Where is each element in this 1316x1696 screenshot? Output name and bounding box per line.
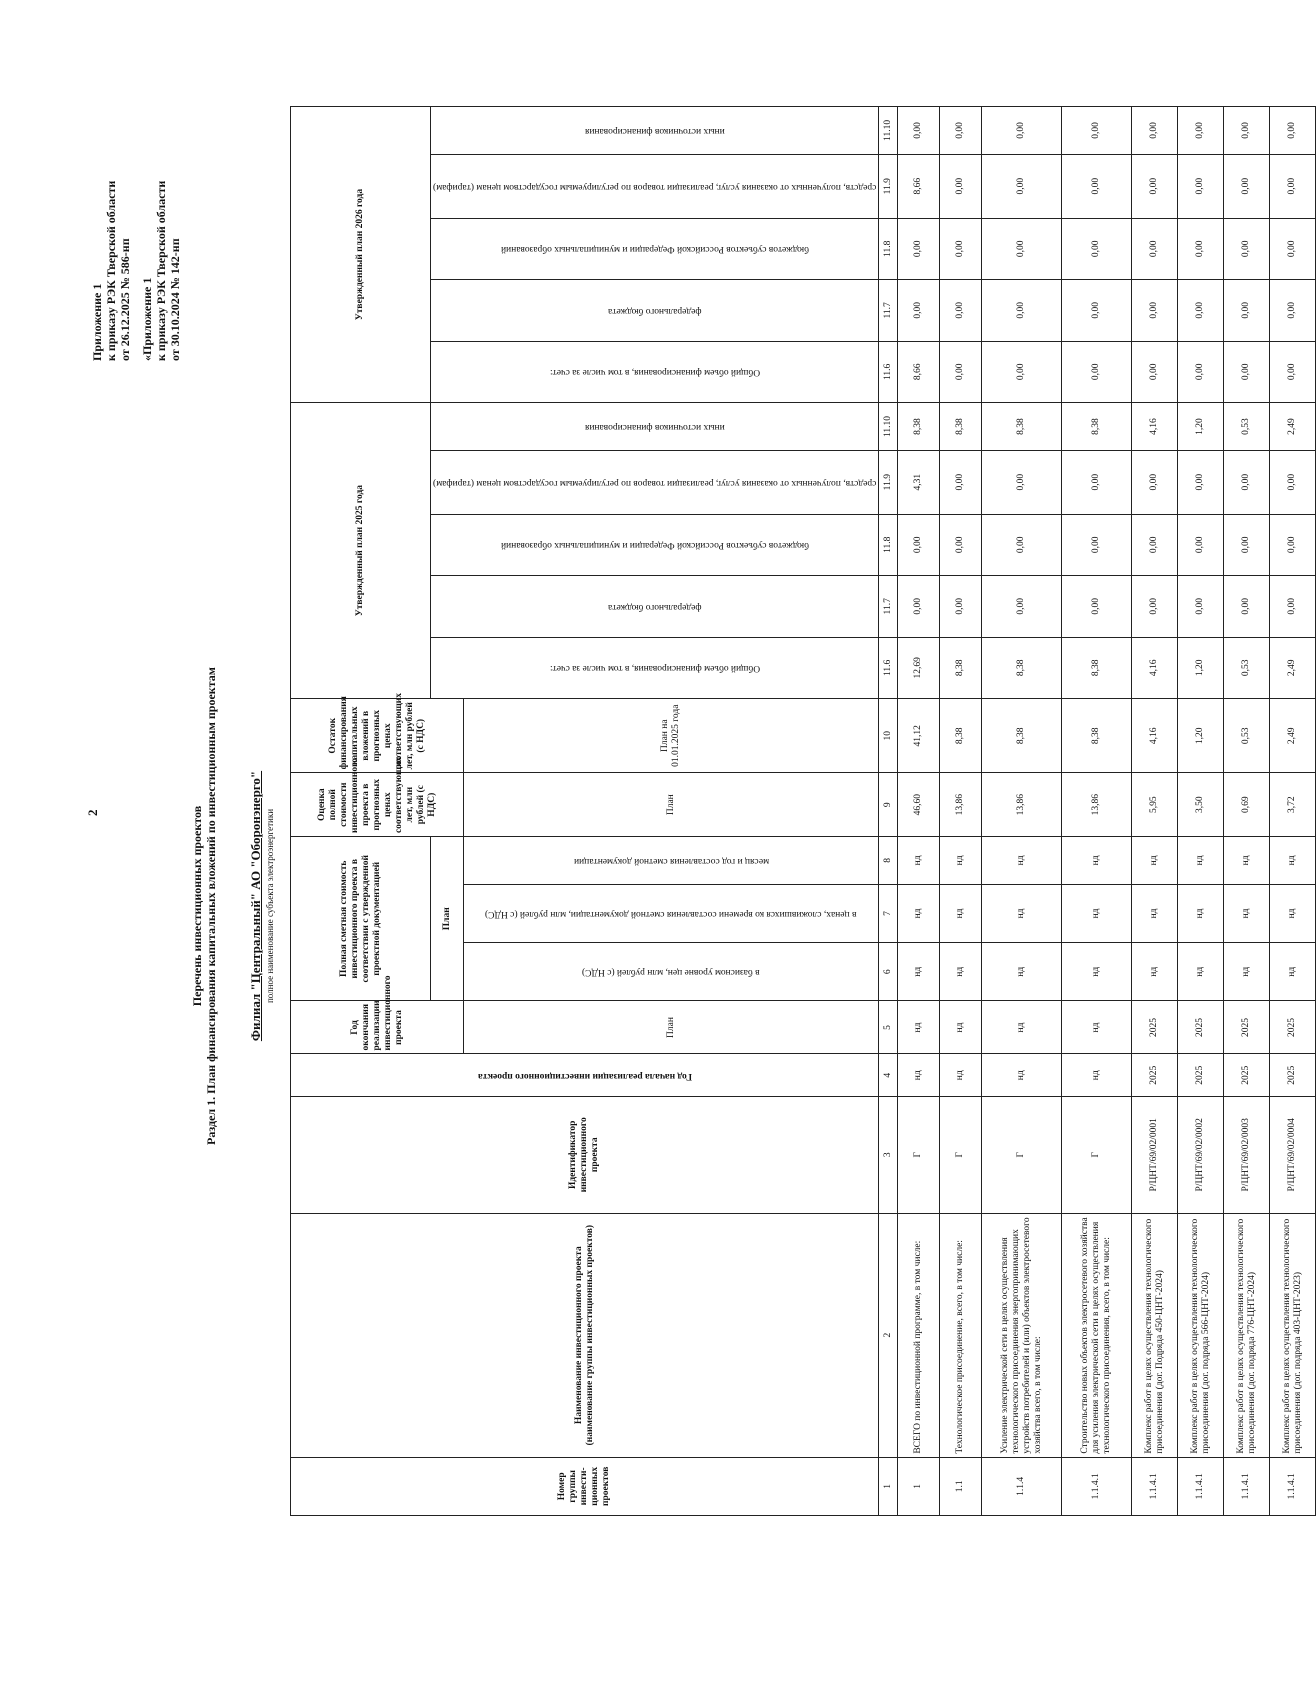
table-row (1062, 107, 1132, 1516)
plan-2026-cell: 0,00 (1270, 341, 1316, 403)
plan-2026-cell: 0,00 (1062, 341, 1132, 403)
header-2025-federal: федерального бюджета (431, 576, 879, 638)
plan-2025-cell: 0,00 (940, 576, 982, 638)
document-title (190, 356, 218, 1456)
base-price-cell: нд (982, 943, 1062, 1001)
column-number: 11.10 (879, 107, 898, 155)
group-number-cell: 1.1 (940, 1457, 982, 1515)
investment-table (290, 106, 1316, 1516)
table-row (1224, 107, 1270, 1516)
column-number: 11.7 (879, 280, 898, 342)
project-name-cell: Строительство новых объектов электросетевого хозяйства для усиления электрической сети в целях осуществления технологического присоединения, всего, в том числе: (1062, 1213, 1132, 1457)
end-year-cell: 2025 (1132, 1001, 1178, 1054)
group-number-cell: 1 (898, 1457, 940, 1515)
start-year-cell: нд (982, 1054, 1062, 1096)
table-row (1270, 107, 1316, 1516)
appendix-line: от 30.10.2024 № 142-нп (168, 238, 182, 361)
base-price-cell: нд (940, 943, 982, 1001)
project-name-cell: Комплекс работ в целях осуществления технологического присоединения (дог. подряда 403-ЦНТ-2023) (1270, 1213, 1316, 1457)
plan-2025-cell: 0,00 (1132, 514, 1178, 576)
plan-2025-cell: 0,00 (940, 514, 982, 576)
full-cost-cell: 3,72 (1270, 773, 1316, 837)
start-year-cell: 2025 (1132, 1054, 1178, 1096)
plan-2026-cell: 0,00 (1270, 154, 1316, 218)
estimate-date-cell: нд (1178, 837, 1224, 885)
plan-2025-cell: 0,00 (982, 514, 1062, 576)
plan-2026-cell: 0,00 (898, 107, 940, 155)
column-number: 2 (879, 1213, 898, 1457)
table-row (1178, 107, 1224, 1516)
end-year-cell: 2025 (1178, 1001, 1224, 1054)
header-plan-2026: Утвержденный план 2026 года (291, 107, 431, 403)
plan-2026-cell: 0,00 (940, 107, 982, 155)
plan-2026-cell: 0,00 (940, 218, 982, 280)
appendix-line: от 26.12.2025 № 586-нп (118, 238, 132, 361)
start-year-cell: нд (898, 1054, 940, 1096)
column-number: 11.6 (879, 341, 898, 403)
header-2025-regional: бюджетов субъектов Российской Федерации и муниципальных образований (431, 514, 879, 576)
end-year-cell: 2025 (1270, 1001, 1316, 1054)
plan-2026-cell: 0,00 (1062, 218, 1132, 280)
column-number: 11.6 (879, 637, 898, 699)
full-cost-cell: 0,69 (1224, 773, 1270, 837)
plan-2026-cell: 0,00 (1178, 154, 1224, 218)
plan-2025-cell: 0,00 (1132, 450, 1178, 514)
plan-2025-cell: 0,00 (1224, 576, 1270, 638)
plan-2025-cell: 0,00 (1270, 450, 1316, 514)
plan-2025-cell: 0,00 (1224, 514, 1270, 576)
plan-2026-cell: 0,00 (1270, 280, 1316, 342)
header-start-year: Год начала реализации инвестиционного проекта (291, 1054, 879, 1096)
branch-name-text: Филиал "Центральный" АО "Оборонэнерго" (248, 770, 263, 1042)
full-cost-cell: 13,86 (940, 773, 982, 837)
appendix-block (90, 181, 182, 361)
plan-2026-cell: 0,00 (940, 341, 982, 403)
plan-2025-cell: 0,00 (1270, 576, 1316, 638)
group-number-cell: 1.1.4.1 (1062, 1457, 1132, 1515)
header-base-price: в базисном уровне цен, млн рублей (с НДС) (464, 943, 879, 1001)
header-row-1 (291, 107, 431, 1516)
plan-2025-cell: 8,38 (940, 403, 982, 451)
header-project-name: Наименование инвестиционного проекта (наименование группы инвестиционных проектов) (291, 1213, 879, 1457)
header-2025-tariff: средств, полученных от оказания услуг, реализации товаров по регулируемым государством ценам (тарифам) (431, 450, 879, 514)
title-line-1: Перечень инвестиционных проектов (190, 805, 204, 1007)
column-number: 11.9 (879, 154, 898, 218)
estimate-date-cell: нд (1132, 837, 1178, 885)
table-body (898, 107, 1316, 1516)
project-name-cell: Усиление электрической сети в целях осуществления технологического присоединения энергопринимающих устройств потребителей и (или) объектов электросетевого хозяйства всего, в том числе: (982, 1213, 1062, 1457)
project-name-cell: Комплекс работ в целях осуществления технологического присоединения (дог. подряда 776-ЦНТ-2024) (1224, 1213, 1270, 1457)
header-identifier: Идентификатор инвестиционного проекта (291, 1096, 879, 1213)
column-number: 11.8 (879, 514, 898, 576)
plan-2025-cell: 0,00 (940, 450, 982, 514)
plan-2025-cell: 0,00 (1062, 576, 1132, 638)
plan-2025-cell: 1,20 (1178, 403, 1224, 451)
plan-2025-cell: 12,69 (898, 637, 940, 699)
current-price-cell: нд (898, 884, 940, 942)
plan-2026-cell: 0,00 (1178, 341, 1224, 403)
header-2026-regional: бюджетов субъектов Российской Федерации и муниципальных образований (431, 218, 879, 280)
plan-2025-cell: 8,38 (898, 403, 940, 451)
identifier-cell: Г (940, 1096, 982, 1213)
plan-2025-cell: 4,16 (1132, 403, 1178, 451)
plan-2026-cell: 0,00 (1132, 218, 1178, 280)
header-end-year: Год окончания реализации инвестиционного проекта (291, 1001, 464, 1054)
plan-2026-cell: 0,00 (1178, 280, 1224, 342)
appendix-line: Приложение 1 (90, 283, 104, 361)
plan-2026-cell: 0,00 (1224, 341, 1270, 403)
plan-2025-cell: 0,00 (1178, 514, 1224, 576)
plan-2025-cell: 0,00 (1132, 576, 1178, 638)
base-price-cell: нд (898, 943, 940, 1001)
plan-2025-cell: 4,31 (898, 450, 940, 514)
plan-2026-cell: 0,00 (1224, 218, 1270, 280)
header-2025-total: Общий объем финансирования, в том числе за счет: (431, 637, 879, 699)
header-2026-total: Общий объем финансирования, в том числе за счет: (431, 341, 879, 403)
remaining-cell: 1,20 (1178, 699, 1224, 773)
plan-2025-cell: 8,38 (982, 637, 1062, 699)
estimate-date-cell: нд (1270, 837, 1316, 885)
plan-2026-cell: 0,00 (898, 280, 940, 342)
identifier-cell: Г (1062, 1096, 1132, 1213)
end-year-cell: нд (940, 1001, 982, 1054)
base-price-cell: нд (1224, 943, 1270, 1001)
current-price-cell: нд (1132, 884, 1178, 942)
plan-2025-cell: 2,49 (1270, 637, 1316, 699)
full-cost-cell: 13,86 (982, 773, 1062, 837)
group-number-cell: 1.1.4.1 (1224, 1457, 1270, 1515)
plan-2026-cell: 0,00 (898, 218, 940, 280)
header-group-number: Номер группы инвести-ционных проектов (291, 1457, 879, 1515)
appendix-line: к приказу РЭК Тверской области (154, 180, 168, 361)
table-row (982, 107, 1062, 1516)
start-year-cell: 2025 (1178, 1054, 1224, 1096)
plan-2025-cell: 0,00 (982, 450, 1062, 514)
table-row (1132, 107, 1178, 1516)
header-plan-2025: Утвержденный план 2025 года (291, 403, 431, 699)
plan-2026-cell: 0,00 (982, 280, 1062, 342)
plan-2025-cell: 0,00 (1178, 576, 1224, 638)
plan-2026-cell: 0,00 (1224, 154, 1270, 218)
end-year-cell: 2025 (1224, 1001, 1270, 1054)
full-cost-cell: 5,95 (1132, 773, 1178, 837)
identifier-cell: P/ЦНТ/69/02/0003 (1224, 1096, 1270, 1213)
plan-2026-cell: 0,00 (1178, 107, 1224, 155)
current-price-cell: нд (940, 884, 982, 942)
header-2026-other: иных источников финансирования (431, 107, 879, 155)
plan-2026-cell: 0,00 (982, 107, 1062, 155)
header-estimate-date: месяц и год составления сметной документации (464, 837, 879, 885)
column-number: 10 (879, 699, 898, 773)
project-name-cell: Комплекс работ в целях осуществления технологического присоединения (дог. Подряда 450-ЦНТ-2024) (1132, 1213, 1178, 1457)
estimate-date-cell: нд (1062, 837, 1132, 885)
remaining-cell: 0,53 (1224, 699, 1270, 773)
plan-2025-cell: 0,00 (982, 576, 1062, 638)
end-year-cell: нд (1062, 1001, 1132, 1054)
header-estimate-plan: План (431, 837, 464, 1001)
plan-2026-cell: 0,00 (1132, 280, 1178, 342)
plan-2026-cell: 8,66 (898, 154, 940, 218)
estimate-date-cell: нд (982, 837, 1062, 885)
column-number: 11.8 (879, 218, 898, 280)
column-number: 5 (879, 1001, 898, 1054)
plan-2026-cell: 0,00 (1062, 280, 1132, 342)
base-price-cell: нд (1178, 943, 1224, 1001)
estimate-date-cell: нд (898, 837, 940, 885)
plan-2025-cell: 0,53 (1224, 637, 1270, 699)
project-name-cell: Комплекс работ в целях осуществления технологического присоединения (дог. подряда 566-ЦНТ-2024) (1178, 1213, 1224, 1457)
column-number: 6 (879, 943, 898, 1001)
full-cost-cell: 3,50 (1178, 773, 1224, 837)
group-number-cell: 1.1.4.1 (1270, 1457, 1316, 1515)
end-year-cell: нд (898, 1001, 940, 1054)
full-cost-cell: 46,60 (898, 773, 940, 837)
identifier-cell: P/ЦНТ/69/02/0001 (1132, 1096, 1178, 1213)
plan-2026-cell: 0,00 (1062, 107, 1132, 155)
plan-2026-cell: 0,00 (982, 218, 1062, 280)
column-number: 11.7 (879, 576, 898, 638)
plan-2025-cell: 0,00 (1062, 450, 1132, 514)
plan-2025-cell: 8,38 (982, 403, 1062, 451)
plan-2025-cell: 0,00 (898, 576, 940, 638)
plan-2025-cell: 1,20 (1178, 637, 1224, 699)
plan-2025-cell: 0,00 (1224, 450, 1270, 514)
plan-2025-cell: 8,38 (1062, 637, 1132, 699)
estimate-date-cell: нд (940, 837, 982, 885)
table-row (898, 107, 940, 1516)
plan-2025-cell: 0,53 (1224, 403, 1270, 451)
current-price-cell: нд (1270, 884, 1316, 942)
start-year-cell: нд (1062, 1054, 1132, 1096)
group-number-cell: 1.1.4.1 (1178, 1457, 1224, 1515)
appendix-line: к приказу РЭК Тверской области (104, 180, 118, 361)
branch-name (248, 356, 264, 1456)
plan-2026-cell: 0,00 (1132, 107, 1178, 155)
header-2025-other: иных источников финансирования (431, 403, 879, 451)
plan-2025-cell: 4,16 (1132, 637, 1178, 699)
plan-2025-cell: 0,00 (1062, 514, 1132, 576)
current-price-cell: нд (982, 884, 1062, 942)
start-year-cell: 2025 (1224, 1054, 1270, 1096)
column-number-row (879, 107, 898, 1516)
column-number: 7 (879, 884, 898, 942)
full-cost-cell: 13,86 (1062, 773, 1132, 837)
current-price-cell: нд (1062, 884, 1132, 942)
column-number: 8 (879, 837, 898, 885)
title-line-2: Раздел 1. План финансирования капитальных вложений по инвестиционным проектам (204, 667, 218, 1145)
branch-subtitle: полное наименование субъекта электроэнергетики (265, 808, 275, 1004)
plan-2026-cell: 0,00 (982, 341, 1062, 403)
column-number: 11.9 (879, 450, 898, 514)
remaining-cell: 2,49 (1270, 699, 1316, 773)
plan-2026-cell: 0,00 (940, 280, 982, 342)
header-end-plan: План (464, 1001, 879, 1054)
table-row (940, 107, 982, 1516)
plan-2025-cell: 0,00 (1178, 450, 1224, 514)
plan-2026-cell: 0,00 (1132, 154, 1178, 218)
estimate-date-cell: нд (1224, 837, 1270, 885)
plan-2026-cell: 8,66 (898, 341, 940, 403)
plan-2026-cell: 0,00 (940, 154, 982, 218)
project-name-cell: ВСЕГО по инвестиционной программе, в том числе: (898, 1213, 940, 1457)
end-year-cell: нд (982, 1001, 1062, 1054)
header-estimate-cost: Полная сметная стоимость инвестиционного проекта в соответствии с утвержденной проектной документацией (291, 837, 431, 1001)
current-price-cell: нд (1224, 884, 1270, 942)
plan-2026-cell: 0,00 (1224, 280, 1270, 342)
base-price-cell: нд (1132, 943, 1178, 1001)
column-number: 3 (879, 1096, 898, 1213)
plan-2025-cell: 2,49 (1270, 403, 1316, 451)
plan-2025-cell: 8,38 (1062, 403, 1132, 451)
group-number-cell: 1.1.4.1 (1132, 1457, 1178, 1515)
remaining-cell: 4,16 (1132, 699, 1178, 773)
identifier-cell: P/ЦНТ/69/02/0002 (1178, 1096, 1224, 1213)
start-year-cell: 2025 (1270, 1054, 1316, 1096)
group-number-cell: 1.1.4 (982, 1457, 1062, 1515)
header-current-price: в ценах, сложившихся ко времени составления сметной документации, млн рублей (с НДС) (464, 884, 879, 942)
header-remaining-plan: План на 01.01.2025 года (464, 699, 879, 773)
header-remaining: Остаток финансирования капитальных вложений в прогнозных ценах соответствующих лет, млн рублей (с НДС) (291, 699, 464, 773)
remaining-cell: 41,12 (898, 699, 940, 773)
page-number: 2 (85, 809, 100, 816)
base-price-cell: нд (1270, 943, 1316, 1001)
remaining-cell: 8,38 (940, 699, 982, 773)
plan-2026-cell: 0,00 (982, 154, 1062, 218)
column-number: 11.10 (879, 403, 898, 451)
header-2026-federal: федерального бюджета (431, 280, 879, 342)
identifier-cell: Г (898, 1096, 940, 1213)
current-price-cell: нд (1178, 884, 1224, 942)
column-number: 4 (879, 1054, 898, 1096)
plan-2025-cell: 8,38 (940, 637, 982, 699)
identifier-cell: P/ЦНТ/69/02/0004 (1270, 1096, 1316, 1213)
plan-2025-cell: 0,00 (898, 514, 940, 576)
plan-2025-cell: 0,00 (1270, 514, 1316, 576)
header-full-cost-plan: План (464, 773, 879, 837)
plan-2026-cell: 0,00 (1270, 107, 1316, 155)
plan-2026-cell: 0,00 (1224, 107, 1270, 155)
plan-2026-cell: 0,00 (1132, 341, 1178, 403)
plan-2026-cell: 0,00 (1062, 154, 1132, 218)
header-full-cost: Оценка полной стоимости инвестиционного проекта в прогнозных ценах соответствующих лет, млн рублей (с НДС) (291, 773, 464, 837)
header-2026-tariff: средств, полученных от оказания услуг, реализации товаров по регулируемым государством ценам (тарифам) (431, 154, 879, 218)
start-year-cell: нд (940, 1054, 982, 1096)
remaining-cell: 8,38 (982, 699, 1062, 773)
column-number: 1 (879, 1457, 898, 1515)
project-name-cell: Технологическое присоединение, всего, в том числе: (940, 1213, 982, 1457)
plan-2026-cell: 0,00 (1178, 218, 1224, 280)
column-number: 9 (879, 773, 898, 837)
base-price-cell: нд (1062, 943, 1132, 1001)
appendix-line: «Приложение 1 (140, 277, 154, 361)
identifier-cell: Г (982, 1096, 1062, 1213)
remaining-cell: 8,38 (1062, 699, 1132, 773)
plan-2026-cell: 0,00 (1270, 218, 1316, 280)
